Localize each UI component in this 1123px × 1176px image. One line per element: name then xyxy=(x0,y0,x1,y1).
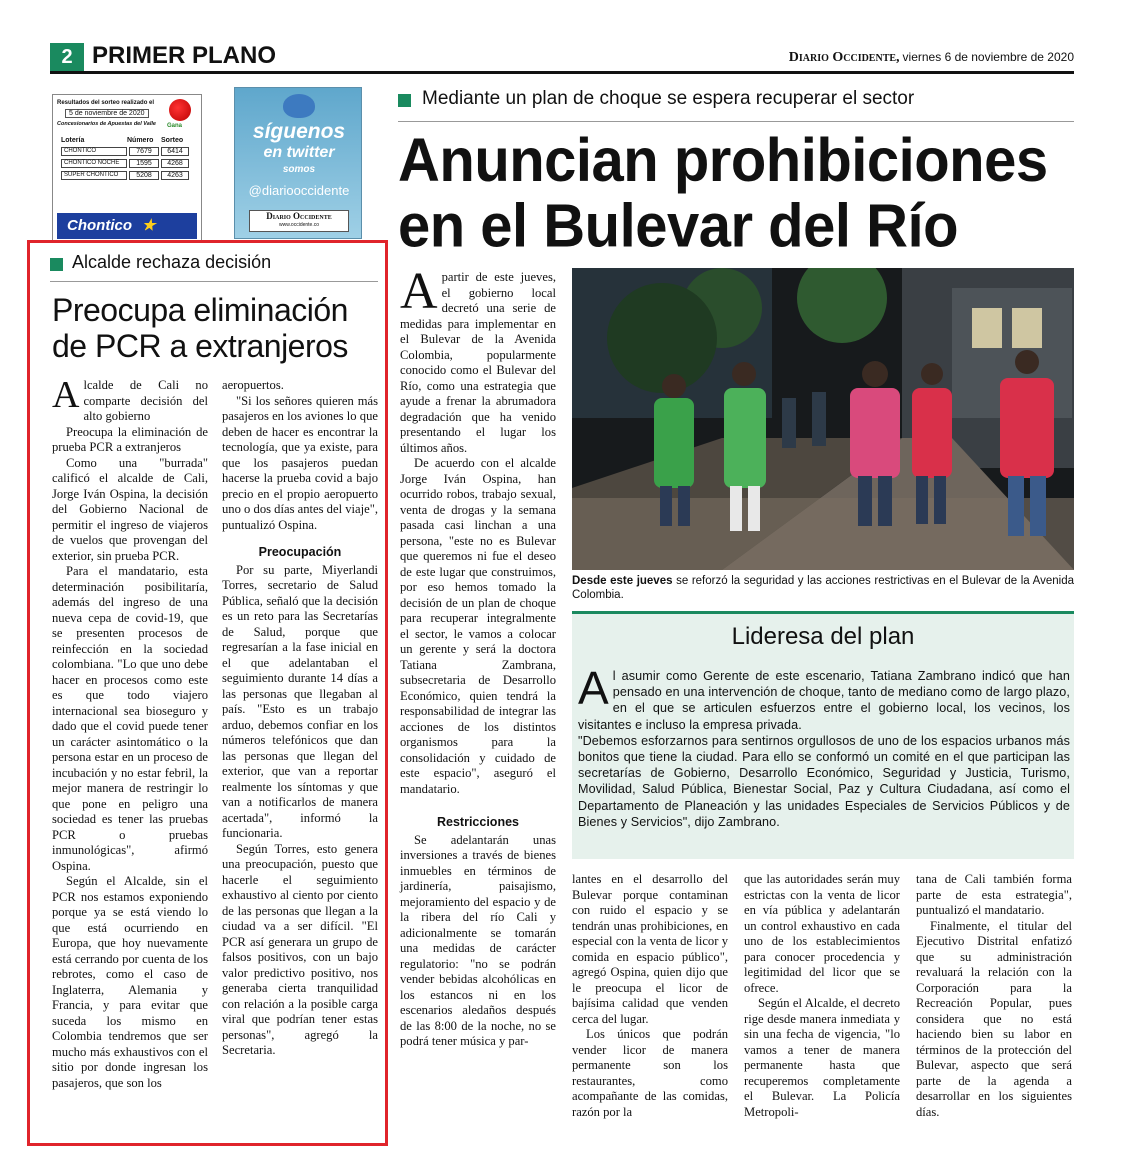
brand-name: Diario Occidente xyxy=(266,211,332,221)
page-number: 2 xyxy=(50,43,84,71)
star-icon: ★ xyxy=(142,217,156,234)
drop-cap: A xyxy=(400,263,438,320)
side-headline-line2: de PCR a extranjeros xyxy=(52,328,348,364)
twitter-ad xyxy=(234,87,362,239)
lottery-table xyxy=(61,137,193,180)
headline-line2: en el Bulevar del Río xyxy=(398,191,959,261)
chontico-logo: Chontico ★ xyxy=(57,213,197,239)
main-col-3: que las autoridades serán muy estrictas con la venta de licor en vía pública y adelantarán un control exhaustivo en cada uno de los establecimientos para conocer procedencia y legitimidad del licor que se ofrece. Según el Alcalde, el decreto rige desde manera inmediata y sin una fecha de vigencia, "lo vamos a tener de manera permanente hasta que recuperemos completamente el Bulevar. La Policía Metropoli- xyxy=(744,872,900,1119)
masthead xyxy=(789,50,1074,66)
col-num: Número xyxy=(127,137,154,144)
lottery-ad xyxy=(52,94,202,242)
page-header xyxy=(50,40,1074,74)
photo-caption xyxy=(572,574,1074,602)
main-col-2: lantes en el desarrollo del Bulevar porque contaminan con ruido el espacio y se tendrán unas prohibiciones, en especial con la venta de licor y comida en espacio público", agregó Ospina, quien dijo que le preocupa el licor de bajísima calidad que venden cerca del lugar. Los únicos que podrán vender licor de manera permanente son los restaurantes, como acompañante de las comidas, razón por la xyxy=(572,872,728,1119)
side-col-2: aeropuertos. "Si los señores quieren más pasajeros en los aviones lo que deben de hacer es encontrar la tecnología, que ya existe, para que los pasajeros puedan hacerse la prueba covid a bajo precio en el propio aeropuerto uno o dos días antes del viaje", puntualizó Ospina. Preocupación Por su parte, Miyerlandi Torres, secretario de Salud Pública, señaló que la decisión es un reto para las Secretarías de Salud, porque que regresarían a la fase inicial en el que adelantaban el seguimiento durante 14 días a las personas que llegaban al país. "Esto es un trabajo arduo, debemos confiar en los números telefónicos que dan las personas que llegan del exterior, que van a reportar realmente los síntomas y que van a notificarlos de manera acertada", informó la funcionaria. Según Torres, esto genera una preocupación, puesto que hacerle el seguimiento exhaustivo al ciento por ciento de las personas que llegan a la ciudad va a ser difícil. "El PCR así generara un grupo de falsos positivos, con un bajo valor predictivo positivo, nos generaba cierta tranquilidad con relación a la posible carga viral que podrían tener estas personas", agregó la Secretaria. xyxy=(222,378,378,1057)
side-col-1: Alcalde de Cali no comparte decisión del alto gobierno Preocupa la eliminación de prueba PCR a extranjeros Como una "burrada" calificó el alcalde de Cali, Jorge Iván Ospina, la decisión del Gobierno Nacional de permitir el ingreso de viajeros de vuelos que provengan del exterior, sin prueba PCR. Para el mandatario, esta determinación posibilitaría, además del ingreso de una nueva cepa de covid-19, que se presenten procesos de reinfección en la sociedad colombiana. "Lo que uno debe hacer en procesos como este es que todo viajero internacional sea bioseguro y dado que el covid puede tener un carácter asintomático o la persona estar en un proceso de incubación y no estar febril, la mejor manera de restringir lo que pone en peligro una sociedad es tener las pruebas PCR o pruebas inmunológicas", afirmó Ospina. Según el Alcalde, sin el PCR nos estamos exponiendo porque ya se está viendo lo que está ocurriendo en Europa, que hoy nuevamente está cerrando por cuenta de los rebrotes, como el caso de Inglaterra, Alemania y Francia, y para evitar que suceda los mismo en Colombia tendremos que ser mucho más exhaustivos con el sitio por donde ingresan los pasajeros, que son los xyxy=(52,374,208,1090)
main-kicker-bar xyxy=(398,84,1074,122)
box-drop-cap: A xyxy=(578,662,609,714)
lottery-row: SUPER CHONTICO 5208 4263 xyxy=(61,171,193,180)
lottery-logo-small: Gana xyxy=(167,123,183,129)
twitter-brand-box xyxy=(249,210,349,232)
brand-url: www.occidente.co xyxy=(278,222,320,228)
side-headline-line1: Preocupa eliminación xyxy=(52,292,348,328)
side-kicker: Alcalde rechaza decisión xyxy=(72,252,272,272)
kicker-square-icon xyxy=(398,94,411,107)
caption-text: se reforzó la seguridad y las acciones restrictivas en el Bulevar de la Avenida Colombia. xyxy=(572,575,1074,601)
twitter-line3: somos xyxy=(282,164,316,175)
kicker-square-icon xyxy=(50,258,63,271)
main-headline xyxy=(398,125,1074,261)
lottery-row: CHONTICO 7679 6414 xyxy=(61,147,193,156)
box-body: Al asumir como Gerente de este escenario, Tatiana Zambrano indicó que han pensado en una intervención de choque, tanto de mediano como de largo plazo, en el que se articulen esfuerzos entre el gobierno local, los vecinos, los visitantes e incluso la empresa privada. "Debemos esforzarnos para sentirnos orgullosos de uno de los espacios urbanos más bonitos que tiene la ciudad. Para ello se conformó un comité en el que participan las secretarías de Gobierno, Desarrollo Económico, Seguridad y Justicia, Turismo, Movilidad, Salud Pública, Bienestar Social, Paz y Cultura Ciudadana, así como el Departamento de Planeación y las unidades Especiales de Servicios Públicos y de Bienes y Servicios", dijo Zambrano. xyxy=(578,662,1070,829)
main-kicker: Mediante un plan de choque se espera recuperar el sector xyxy=(422,88,915,109)
paragraph: Se adelantarán unas inversiones a través de bienes inmuebles en términos de jardinería, paisajismo, mejoramiento del espacio y de la ribera del río Cali y adicionalmente se tomarán una medidas de carácter regulatorio: "no se podrán vender bebidas alcohólicas en los estancos ni en los escenarios aledaños después de las 8:00 de la noche, no se podrá tener música y par- xyxy=(400,832,556,1048)
main-col-1: Apartir de este jueves, el gobierno local decretó una serie de medidas para implementar en el Bulevar de la Avenida Colombia, popularmente conocido como el Bulevar del Río, como una estrategia que ayude a frenar la abrumadora degradación que ha venido presentando el lugar los últimos años. De acuerdo con el alcalde Jorge Iván Ospina, han ocurrido robos, trabajo sexual, venta de drogas y la semana pasada casi linchan a una persona, "este no es Bulevar que queremos ni fue el deseo de este lugar que construimos, por eso hemos tomado la decisión de un plan de choque para recuperar integralmente el sector, le vamos a colocar un gerente y será la doctora Tatiana Zambrana, subsecretaria de Desarrollo Económico, quien tendrá la responsabilidad de integrar las acciones de los distintos organismos para la consolidación y cuidado de este espacio", aseguró el mandatario. Restricciones Se adelantarán unas inversiones a través de bienes inmuebles en términos de jardinería, paisajismo, mejoramiento del espacio y de la ribera del río Cali y adicionalmente se tomarán una medidas de carácter regulatorio: "no se podrán vender bebidas alcohólicas en los estancos ni en los escenarios aledaños después de las 8:00 de la noche, no se podrá tener música y par- xyxy=(400,263,556,1048)
lottery-logo-icon xyxy=(169,99,191,121)
twitter-handle: @diariooccidente xyxy=(248,183,350,198)
lottery-row: CHONTICO NOCHE 1595 4268 xyxy=(61,159,193,168)
twitter-bird-icon xyxy=(283,94,315,118)
drop-cap: A xyxy=(52,374,80,416)
twitter-line1: síguenos xyxy=(252,120,346,143)
issue-date: viernes 6 de noviembre de 2020 xyxy=(902,50,1074,64)
col-sorteo: Sorteo xyxy=(161,137,184,144)
side-kicker-bar xyxy=(50,250,378,282)
lottery-head2: Concesionarios de Apuestas del Valle xyxy=(57,121,156,127)
lottery-head: Resultados del sorteo realizado el xyxy=(57,100,155,106)
col-name: Lotería xyxy=(61,137,85,144)
main-photo xyxy=(572,268,1074,570)
twitter-line2: en twitter xyxy=(263,144,335,161)
night-street-photo xyxy=(572,268,1074,570)
subhead-preocupacion: Preocupación xyxy=(258,545,342,559)
sidebar-box xyxy=(572,611,1074,859)
lottery-date: 5 de noviembre de 2020 xyxy=(65,109,149,118)
box-quote: "Debemos esforzarnos para sentirnos orgullosos de uno de los espacios urbanos más bonitos que tiene la ciudad. Para ello se conformó un comité en el que participan las secretarías de Gobierno, Desarrollo Económico, Seguridad y Justicia, Turismo, Movilidad, Salud Pública, Bienestar Social, Paz y Cultura Ciudadana, así como el Departamento de Planeación y las unidades Especiales de Servicios Públicos y de Bienes y Servicios", dijo Zambrano. xyxy=(578,733,1070,829)
section-title: PRIMER PLANO xyxy=(92,42,277,69)
box-title: Lideresa del plan xyxy=(731,623,915,650)
side-headline xyxy=(52,292,382,364)
main-col-4: tana de Cali también forma parte de esta estrategia", puntualizó el mandatario. Finalmente, el titular del Ejecutivo Distrital enfatizó que su administración revaluará la relación con la Corporación para la Recreación Popular, pues considera que no está haciendo bien su labor en términos de la protección del Bulevar, aspecto que será parte de la agenda a desarrollar en los siguientes días. xyxy=(916,872,1072,1119)
paragraph: De acuerdo con el alcalde Jorge Iván Ospina, han ocurrido robos, trabajo sexual, venta de drogas y la semana pasada casi linchan a una persona, "este no es Bulevar que queremos ni fue el deseo de este lugar que construimos, por eso hemos tomado la decisión de un plan de choque para recuperar integralmente el sector, le vamos a colocar un gerente y será la doctora Tatiana Zambrana, subsecretaria de Desarrollo Económico, quien tendrá la responsabilidad de integrar las acciones de los distintos organismos para la consolidación y cuidado de este espacio", aseguró el mandatario. xyxy=(400,456,556,796)
paper-name: Diario Occidente, xyxy=(788,50,900,65)
headline-line1: Anuncian prohibiciones xyxy=(398,125,1048,195)
caption-bold: Desde este jueves xyxy=(572,575,673,587)
subhead-restricciones: Restricciones xyxy=(437,815,519,829)
